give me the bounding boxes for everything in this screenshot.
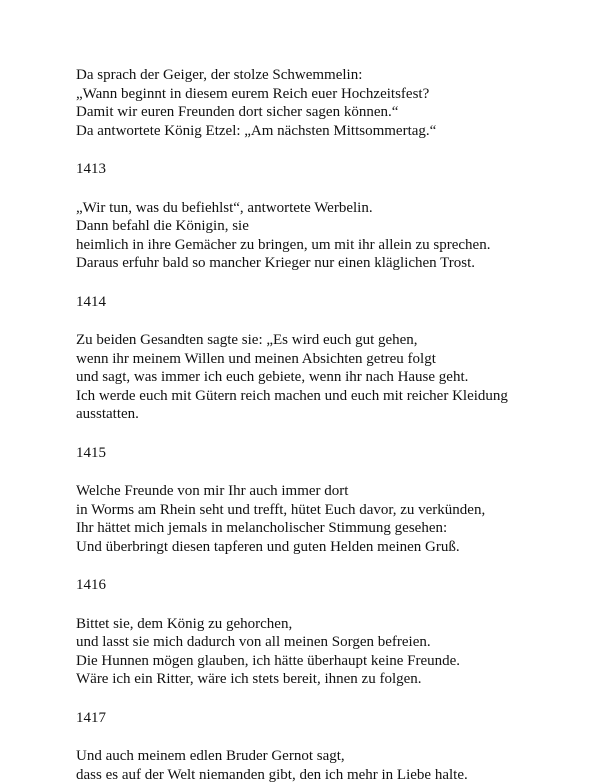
verse-line: „Wann beginnt in diesem eurem Reich euer Hochzeitsfest?	[76, 85, 576, 104]
verse-line: „Wir tun, was du befiehlst“, antwortete Werbelin.	[76, 199, 576, 218]
document-page	[76, 66, 576, 784]
verse-line: Damit wir euren Freunden dort sicher sagen können.“	[76, 103, 576, 122]
verse-line: wenn ihr meinem Willen und meinen Absichten getreu folgt	[76, 350, 576, 369]
stanza-1417	[76, 747, 576, 784]
stanza-1414	[76, 331, 576, 424]
verse-line: Da antwortete König Etzel: „Am nächsten Mittsommertag.“	[76, 122, 576, 141]
stanza-number-1416: 1416	[76, 576, 576, 595]
verse-line: heimlich in ihre Gemächer zu bringen, um mit ihr allein zu sprechen.	[76, 236, 576, 255]
verse-line: Die Hunnen mögen glauben, ich hätte überhaupt keine Freunde.	[76, 652, 576, 671]
verse-line: Und überbringt diesen tapferen und guten Helden meinen Gruß.	[76, 538, 576, 557]
stanza-1415	[76, 482, 576, 556]
verse-line: Ihr hättet mich jemals in melancholischer Stimmung gesehen:	[76, 519, 576, 538]
stanza-number-1414: 1414	[76, 293, 576, 312]
stanza-1413	[76, 199, 576, 273]
verse-line: Dann befahl die Königin, sie	[76, 217, 576, 236]
verse-line: Wäre ich ein Ritter, wäre ich stets bereit, ihnen zu folgen.	[76, 670, 576, 689]
verse-line: Da sprach der Geiger, der stolze Schwemmelin:	[76, 66, 576, 85]
verse-line: und sagt, was immer ich euch gebiete, wenn ihr nach Hause geht.	[76, 368, 576, 387]
verse-line: Welche Freunde von mir Ihr auch immer dort	[76, 482, 576, 501]
stanza-continuation	[76, 66, 576, 140]
verse-line: Und auch meinem edlen Bruder Gernot sagt,	[76, 747, 576, 766]
verse-line: ausstatten.	[76, 405, 576, 424]
verse-line: Zu beiden Gesandten sagte sie: „Es wird euch gut gehen,	[76, 331, 576, 350]
verse-line: in Worms am Rhein seht und trefft, hütet Euch davor, zu verkünden,	[76, 501, 576, 520]
stanza-number-1413: 1413	[76, 160, 576, 179]
verse-line: dass es auf der Welt niemanden gibt, den ich mehr in Liebe halte.	[76, 766, 576, 784]
verse-line: und lasst sie mich dadurch von all meinen Sorgen befreien.	[76, 633, 576, 652]
stanza-number-1417: 1417	[76, 709, 576, 728]
verse-line: Daraus erfuhr bald so mancher Krieger nur einen kläglichen Trost.	[76, 254, 576, 273]
verse-line: Ich werde euch mit Gütern reich machen und euch mit reicher Kleidung	[76, 387, 576, 406]
stanza-number-1415: 1415	[76, 444, 576, 463]
verse-line: Bittet sie, dem König zu gehorchen,	[76, 615, 576, 634]
stanza-1416	[76, 615, 576, 689]
